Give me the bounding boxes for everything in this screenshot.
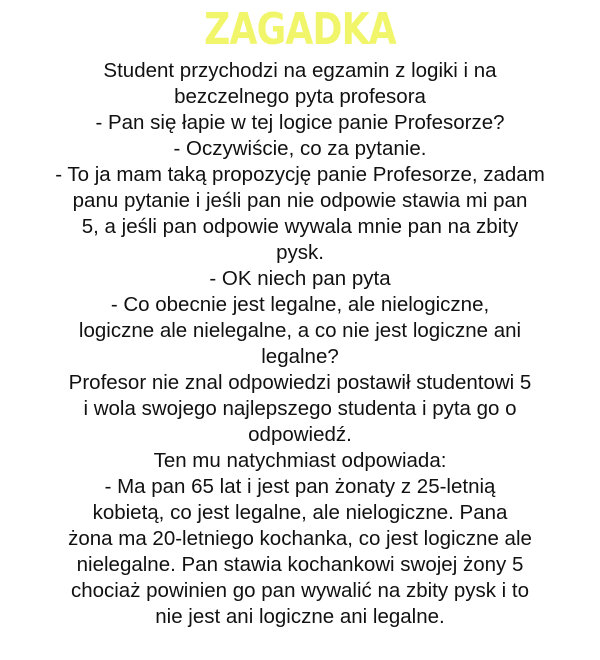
- text-line: nielegalne. Pan stawia kochankowi swojej żony 5: [76, 553, 524, 576]
- text-line: - To ja mam taką propozycję panie Profesorze, zadam: [55, 163, 545, 186]
- text-line: żona ma 20-letniego kochanka, co jest logiczne ale: [68, 527, 532, 550]
- text-line: Profesor nie znal odpowiedzi postawił studentowi 5: [68, 371, 532, 394]
- text-line: - OK niech pan pyta: [209, 267, 391, 290]
- text-line: panu pytanie i jeśli pan nie odpowie stawia mi pan: [72, 189, 528, 212]
- text-line: kobietą, co jest legalne, ale nielogiczne. Pana: [92, 501, 508, 524]
- riddle-text: [8, 58, 592, 630]
- text-line: Ten mu natychmiast odpowiada:: [153, 449, 447, 472]
- text-line: legalne?: [261, 345, 339, 368]
- text-line: odpowiedź.: [248, 423, 352, 446]
- text-line: i wola swojego najlepszego studenta i pyta go o: [83, 397, 517, 420]
- text-line: - Oczywiście, co za pytanie.: [173, 137, 427, 160]
- text-line: nie jest ani logiczne ani legalne.: [155, 605, 445, 628]
- text-line: bezczelnego pyta profesora: [174, 85, 426, 108]
- text-line: pysk.: [276, 241, 324, 264]
- riddle-title: ZAGADKA: [204, 4, 396, 55]
- text-line: chociaż powinien go pan wywalić na zbity pysk i to: [70, 579, 530, 602]
- text-line: 5, a jeśli pan odpowie wywala mnie pan na zbity: [81, 215, 519, 238]
- text-line: - Co obecnie jest legalne, ale nielogiczne,: [110, 293, 490, 316]
- text-line: logiczne ale nielegalne, a co nie jest logiczne ani: [78, 319, 522, 342]
- text-line: - Ma pan 65 lat i jest pan żonaty z 25-letnią: [104, 475, 496, 498]
- text-line: Student przychodzi na egzamin z logiki i na: [103, 59, 497, 82]
- text-line: - Pan się łapie w tej logice panie Profesorze?: [95, 111, 505, 134]
